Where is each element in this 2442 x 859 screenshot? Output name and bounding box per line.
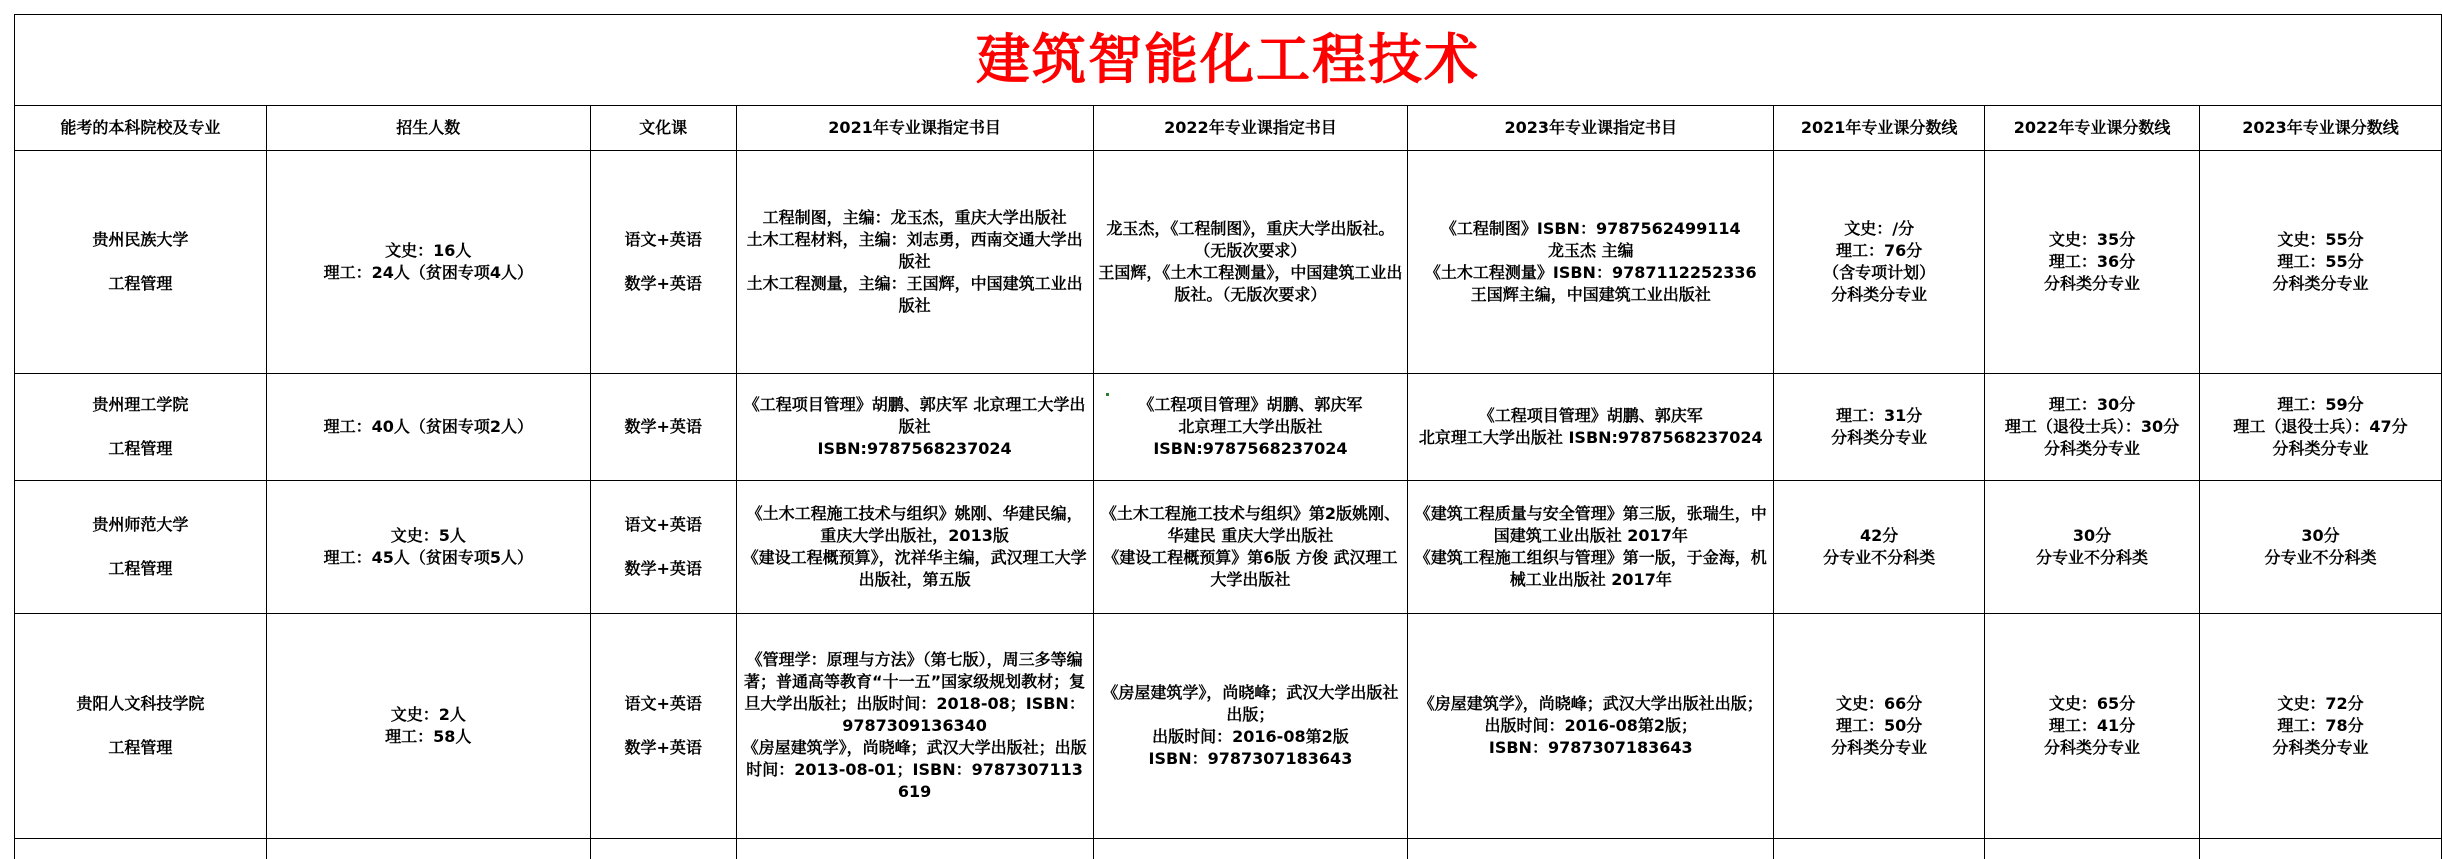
- score-line: 理工（退役士兵）：47分: [2204, 416, 2437, 438]
- score-line: 分科类分专业: [1778, 284, 1980, 306]
- book-line: 出版时间：2016-08第2版: [1098, 726, 1404, 748]
- score-line: 分专业不分科类: [1778, 547, 1980, 569]
- score-line: 分专业不分科类: [1989, 547, 2195, 569]
- score-2023-cell[interactable]: [2200, 614, 2442, 839]
- score-line: 理工：36分: [1989, 251, 2195, 273]
- enroll-line: 理工：24人（贫困专项4人）: [271, 262, 586, 284]
- score-line: 文史：72分: [2204, 693, 2437, 715]
- school-name: 贵阳人文科技学院: [19, 693, 262, 715]
- culture-cell[interactable]: [590, 614, 736, 839]
- school-name: 贵州理工学院: [19, 394, 262, 416]
- school-cell[interactable]: [15, 614, 267, 839]
- book-line: 《房屋建筑学》，尚晓峰；武汉大学出版社出版；: [1098, 682, 1404, 726]
- empty-cell[interactable]: [2200, 839, 2442, 859]
- culture-line: 数学+英语: [595, 273, 732, 295]
- enroll-line: 文史：16人: [271, 240, 586, 262]
- books-2023-cell[interactable]: [1408, 614, 1774, 839]
- score-line: 理工：50分: [1778, 715, 1980, 737]
- books-2021-cell[interactable]: [736, 614, 1093, 839]
- books-2022-cell[interactable]: [1093, 151, 1408, 374]
- book-line: 《管理学：原理与方法》（第七版），周三多等编著；普通高等教育“十一五”国家级规划教材；复旦大学出版社；出版时间：2018-08；ISBN：9787309136340: [741, 649, 1089, 737]
- book-line: 龙玉杰 主编: [1412, 240, 1769, 262]
- header-cell[interactable]: 2023年专业课分数线: [2200, 106, 2442, 151]
- score-line: 30分: [2204, 525, 2437, 547]
- book-line: 《建筑工程施工组织与管理》第一版，于金海，机械工业出版社 2017年: [1412, 547, 1769, 591]
- enroll-cell[interactable]: [266, 481, 590, 614]
- spreadsheet: [14, 14, 2442, 843]
- score-line: 理工：55分: [2204, 251, 2437, 273]
- books-2021-cell[interactable]: [736, 151, 1093, 374]
- books-2022-cell[interactable]: [1093, 614, 1408, 839]
- culture-line: 语文+英语: [595, 693, 732, 715]
- score-line: 理工：76分: [1778, 240, 1980, 262]
- score-2021-cell[interactable]: [1774, 481, 1985, 614]
- enroll-line: 理工：45人（贫困专项5人）: [271, 547, 586, 569]
- header-cell[interactable]: 能考的本科院校及专业: [15, 106, 267, 151]
- score-line: 30分: [1989, 525, 2195, 547]
- header-cell[interactable]: 2023年专业课指定书目: [1408, 106, 1774, 151]
- score-line: 文史：35分: [1989, 229, 2195, 251]
- book-line: 《房屋建筑学》，尚晓峰；武汉大学出版社；出版时间：2013-08-01；ISBN：9787307113619: [741, 737, 1089, 803]
- header-cell[interactable]: 2022年专业课分数线: [1985, 106, 2200, 151]
- books-2022-cell[interactable]: [1093, 481, 1408, 614]
- enroll-line: 理工：40人（贫困专项2人）: [271, 416, 586, 438]
- enroll-line: 文史：5人: [271, 525, 586, 547]
- score-line: 理工：78分: [2204, 715, 2437, 737]
- culture-line: 语文+英语: [595, 514, 732, 536]
- score-2023-cell[interactable]: [2200, 151, 2442, 374]
- score-line: 理工：30分: [1989, 394, 2195, 416]
- major-name: 工程管理: [19, 737, 262, 759]
- book-line: 《建设工程概预算》第6版 方俊 武汉理工大学出版社: [1098, 547, 1404, 591]
- score-line: 分科类分专业: [2204, 438, 2437, 460]
- book-line: 《土木工程施工技术与组织》第2版姚刚、华建民 重庆大学出版社: [1098, 503, 1404, 547]
- score-2021-cell[interactable]: [1774, 151, 1985, 374]
- score-line: 理工：59分: [2204, 394, 2437, 416]
- score-line: 理工：31分: [1778, 405, 1980, 427]
- book-line: 《土木工程测量》ISBN：9787112252336: [1412, 262, 1769, 284]
- header-cell[interactable]: 2021年专业课分数线: [1774, 106, 1985, 151]
- score-line: 分科类分专业: [1778, 427, 1980, 449]
- score-2022-cell[interactable]: [1985, 151, 2200, 374]
- book-line: 北京理工大学出版社 ISBN:9787568237024: [1412, 427, 1769, 449]
- book-line: 北京理工大学出版社: [1098, 416, 1404, 438]
- page-title: 建筑智能化工程技术: [976, 28, 1480, 91]
- culture-cell[interactable]: [590, 374, 736, 481]
- score-line: 分科类分专业: [1778, 737, 1980, 759]
- score-line: 理工（退役士兵）：30分: [1989, 416, 2195, 438]
- score-line: 文史：66分: [1778, 693, 1980, 715]
- book-line: 王国辉主编，中国建筑工业出版社: [1412, 284, 1769, 306]
- empty-cell[interactable]: [1774, 839, 1985, 859]
- table-row: [15, 839, 2442, 859]
- score-line: 分科类分专业: [2204, 273, 2437, 295]
- school-name: 贵州师范大学: [19, 514, 262, 536]
- header-row: [15, 106, 2442, 151]
- book-line: ISBN：9787307183643: [1412, 737, 1769, 759]
- score-2023-cell[interactable]: [2200, 481, 2442, 614]
- table-row: [15, 374, 2442, 481]
- cell-comment-marker: [1106, 393, 1109, 396]
- empty-cell[interactable]: [1093, 839, 1408, 859]
- culture-line: 数学+英语: [595, 558, 732, 580]
- empty-cell[interactable]: [1408, 839, 1774, 859]
- empty-cell[interactable]: [590, 839, 736, 859]
- enroll-cell[interactable]: [266, 374, 590, 481]
- book-line: 王国辉，《土木工程测量》，中国建筑工业出版社。（无版次要求）: [1098, 262, 1404, 306]
- score-line: 文史：65分: [1989, 693, 2195, 715]
- book-line: ISBN:9787568237024: [741, 438, 1089, 460]
- book-line: 土木工程材料，主编：刘志勇，西南交通大学出版社: [741, 229, 1089, 273]
- enroll-line: 文史：2人: [271, 704, 586, 726]
- score-line: 42分: [1778, 525, 1980, 547]
- admission-table: [14, 14, 2442, 859]
- book-line: ISBN:9787568237024: [1098, 438, 1404, 460]
- empty-cell[interactable]: [15, 839, 267, 859]
- empty-cell[interactable]: [266, 839, 590, 859]
- score-line: 分科类分专业: [2204, 737, 2437, 759]
- culture-line: 数学+英语: [595, 737, 732, 759]
- score-line: 分专业不分科类: [2204, 547, 2437, 569]
- culture-line: 数学+英语: [595, 416, 732, 438]
- books-2021-cell[interactable]: [736, 374, 1093, 481]
- header-cell[interactable]: 2022年专业课指定书目: [1093, 106, 1408, 151]
- book-line: 工程制图，主编：龙玉杰，重庆大学出版社: [741, 207, 1089, 229]
- empty-cell[interactable]: [1985, 839, 2200, 859]
- school-cell[interactable]: [15, 151, 267, 374]
- enroll-cell[interactable]: [266, 151, 590, 374]
- culture-cell[interactable]: [590, 481, 736, 614]
- books-2023-cell[interactable]: [1408, 374, 1774, 481]
- book-line: 《工程项目管理》胡鹏、郭庆军 北京理工大学出版社: [741, 394, 1089, 438]
- book-line: 《房屋建筑学》，尚晓峰；武汉大学出版社出版；出版时间：2016-08第2版；: [1412, 693, 1769, 737]
- culture-line: 语文+英语: [595, 229, 732, 251]
- score-2023-cell[interactable]: [2200, 374, 2442, 481]
- major-name: 工程管理: [19, 558, 262, 580]
- header-cell[interactable]: 文化课: [590, 106, 736, 151]
- culture-cell[interactable]: [590, 151, 736, 374]
- book-line: 土木工程测量，主编：王国辉，中国建筑工业出版社: [741, 273, 1089, 317]
- score-line: 文史：/分: [1778, 218, 1980, 240]
- table-row: [15, 151, 2442, 374]
- major-name: 工程管理: [19, 273, 262, 295]
- books-2023-cell[interactable]: [1408, 151, 1774, 374]
- books-2022-cell[interactable]: [1093, 374, 1408, 481]
- book-line: 龙玉杰，《工程制图》，重庆大学出版社。（无版次要求）: [1098, 218, 1404, 262]
- table-row: [15, 481, 2442, 614]
- book-line: 《工程制图》ISBN：9787562499114: [1412, 218, 1769, 240]
- score-2022-cell[interactable]: [1985, 481, 2200, 614]
- books-2023-cell[interactable]: [1408, 481, 1774, 614]
- school-name: 贵州民族大学: [19, 229, 262, 251]
- book-line: 《土木工程施工技术与组织》姚刚、华建民编，重庆大学出版社，2013版: [741, 503, 1089, 547]
- table-row: [15, 614, 2442, 839]
- title-cell[interactable]: [15, 15, 2442, 106]
- score-2021-cell[interactable]: [1774, 374, 1985, 481]
- header-cell[interactable]: 招生人数: [266, 106, 590, 151]
- book-line: 《工程项目管理》胡鹏、郭庆军: [1412, 405, 1769, 427]
- school-cell[interactable]: [15, 481, 267, 614]
- score-line: （含专项计划）: [1778, 262, 1980, 284]
- empty-cell[interactable]: [736, 839, 1093, 859]
- score-2022-cell[interactable]: [1985, 614, 2200, 839]
- book-line: 《建设工程概预算》，沈祥华主编，武汉理工大学出版社，第五版: [741, 547, 1089, 591]
- score-line: 理工：41分: [1989, 715, 2195, 737]
- score-line: 分科类分专业: [1989, 737, 2195, 759]
- books-2021-cell[interactable]: [736, 481, 1093, 614]
- score-line: 分科类分专业: [1989, 273, 2195, 295]
- score-2022-cell[interactable]: [1985, 374, 2200, 481]
- school-cell[interactable]: [15, 374, 267, 481]
- score-line: 分科类分专业: [1989, 438, 2195, 460]
- header-cell[interactable]: 2021年专业课指定书目: [736, 106, 1093, 151]
- major-name: 工程管理: [19, 438, 262, 460]
- book-line: 《建筑工程质量与安全管理》第三版，张瑞生，中国建筑工业出版社 2017年: [1412, 503, 1769, 547]
- enroll-cell[interactable]: [266, 614, 590, 839]
- book-line: ISBN：9787307183643: [1098, 748, 1404, 770]
- book-line: 《工程项目管理》胡鹏、郭庆军: [1098, 394, 1404, 416]
- score-2021-cell[interactable]: [1774, 614, 1985, 839]
- enroll-line: 理工：58人: [271, 726, 586, 748]
- score-line: 文史：55分: [2204, 229, 2437, 251]
